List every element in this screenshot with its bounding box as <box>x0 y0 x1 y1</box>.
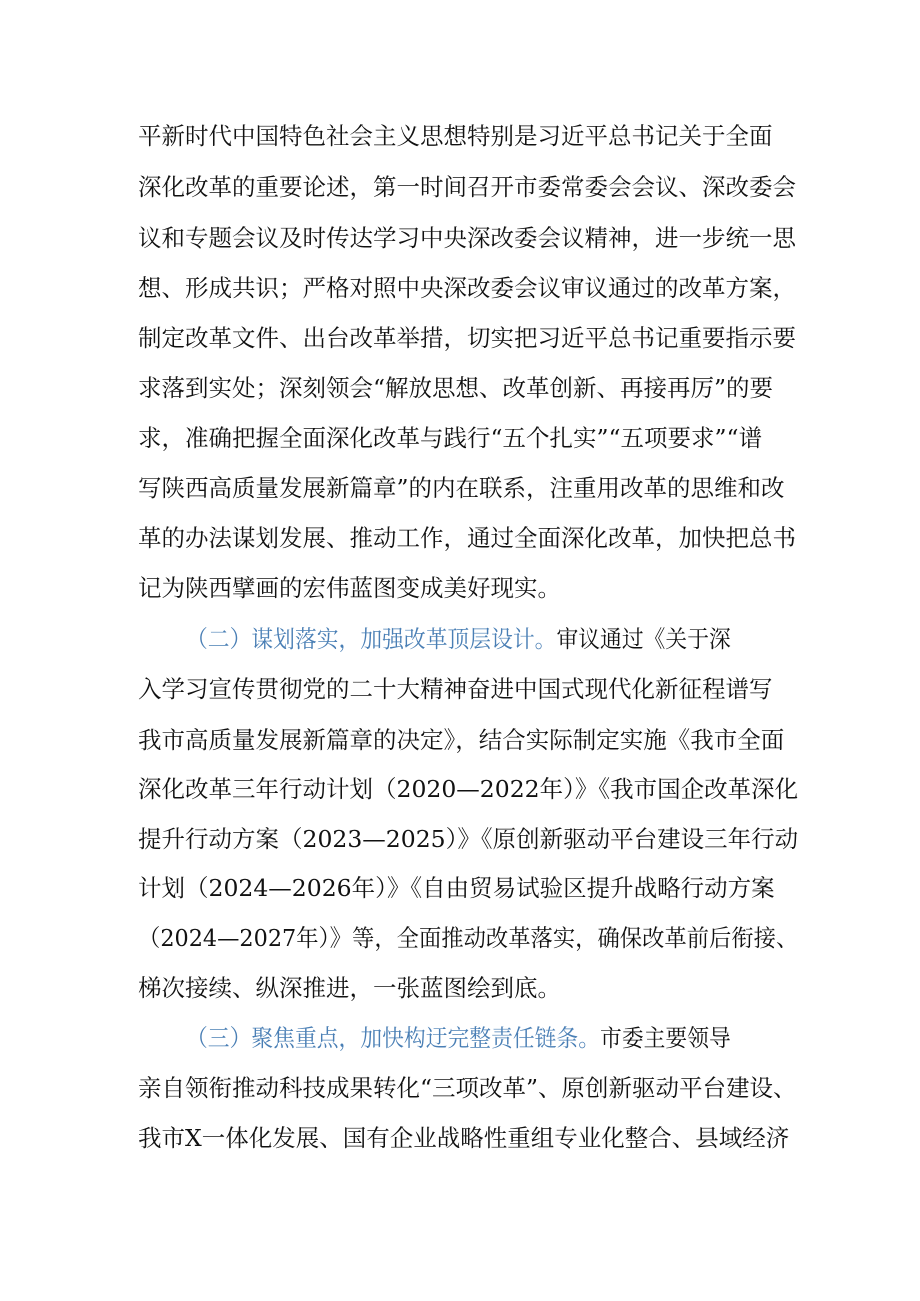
paragraph-1-line-4: 想、形成共识；严格对照中央深改委会议审议通过的改革方案， <box>138 274 796 302</box>
section-2-first-line <box>186 619 798 659</box>
paragraph-1-line-1: 平新时代中国特色社会主义思想特别是习近平总书记关于全面 <box>138 122 773 150</box>
section-3-first-text: 市委主要领导 <box>600 1024 731 1052</box>
section-2-line-8: 梯次接续、纵深推进，一张蓝图绘到底。 <box>138 974 561 1002</box>
section-2-line-5: 提升行动方案（2023—2025）》《原创新驱动平台建设三年行动 <box>138 825 799 853</box>
paragraph-1-line-2: 深化改革的重要论述，第一时间召开市委常委会会议、深改委会 <box>138 173 796 201</box>
paragraph-1-line-10: 记为陕西擘画的宏伟蓝图变成美好现实。 <box>138 574 561 602</box>
paragraph-1-line-5: 制定改革文件、出台改革举措，切实把习近平总书记重要指示要 <box>138 324 796 352</box>
paragraph-1-line-6: 求落到实处；深刻领会“解放思想、改革创新、再接再厉”的要 <box>138 374 774 402</box>
section-3-heading: （三）聚焦重点，加快构迂完整责任链条。 <box>186 1024 601 1052</box>
section-3-line-3: 我市X一体化发展、国有企业战略性重组专业化整合、县域经济 <box>138 1124 790 1152</box>
section-2-first-text: 审议通过《关于深 <box>556 625 731 653</box>
section-2-line-7: （2024—2027年）》等，全面推动改革落实，确保改革前后衔接、 <box>138 924 799 952</box>
paragraph-1-line-3: 议和专题会议及时传达学习中央深改委会议精神，进一步统一思 <box>138 224 796 252</box>
paragraph-1-line-9: 革的办法谋划发展、推动工作，通过全面深化改革，加快把总书 <box>138 524 796 552</box>
section-3-first-line <box>186 1018 798 1058</box>
section-2-line-4: 深化改革三年行动计划（2020—2022年）》《我市国企改革深化 <box>138 775 799 803</box>
paragraph-1-line-7: 求，准确把握全面深化改革与践行“五个扎实”“五项要求”“谱 <box>138 424 763 452</box>
section-2-line-6: 计划（2024—2026年）》《自由贸易试验区提升战略行动方案 <box>138 874 775 902</box>
paragraph-1-line-8: 写陕西高质量发展新篇章”的内在联系，注重用改革的思维和改 <box>138 474 785 502</box>
section-3-line-2: 亲自领衔推动科技成果转化“三项改革”、原创新驱动平台建设、 <box>138 1074 797 1102</box>
section-2-line-3: 我市高质量发展新篇章的决定》，结合实际制定实施《我市全面 <box>138 726 785 754</box>
section-2-heading: （二）谋划落实，加强改革顶层设计。 <box>186 625 557 653</box>
section-2-line-2: 入学习宣传贯彻党的二十大精神奋进中国式现代化新征程谱写 <box>138 675 773 703</box>
